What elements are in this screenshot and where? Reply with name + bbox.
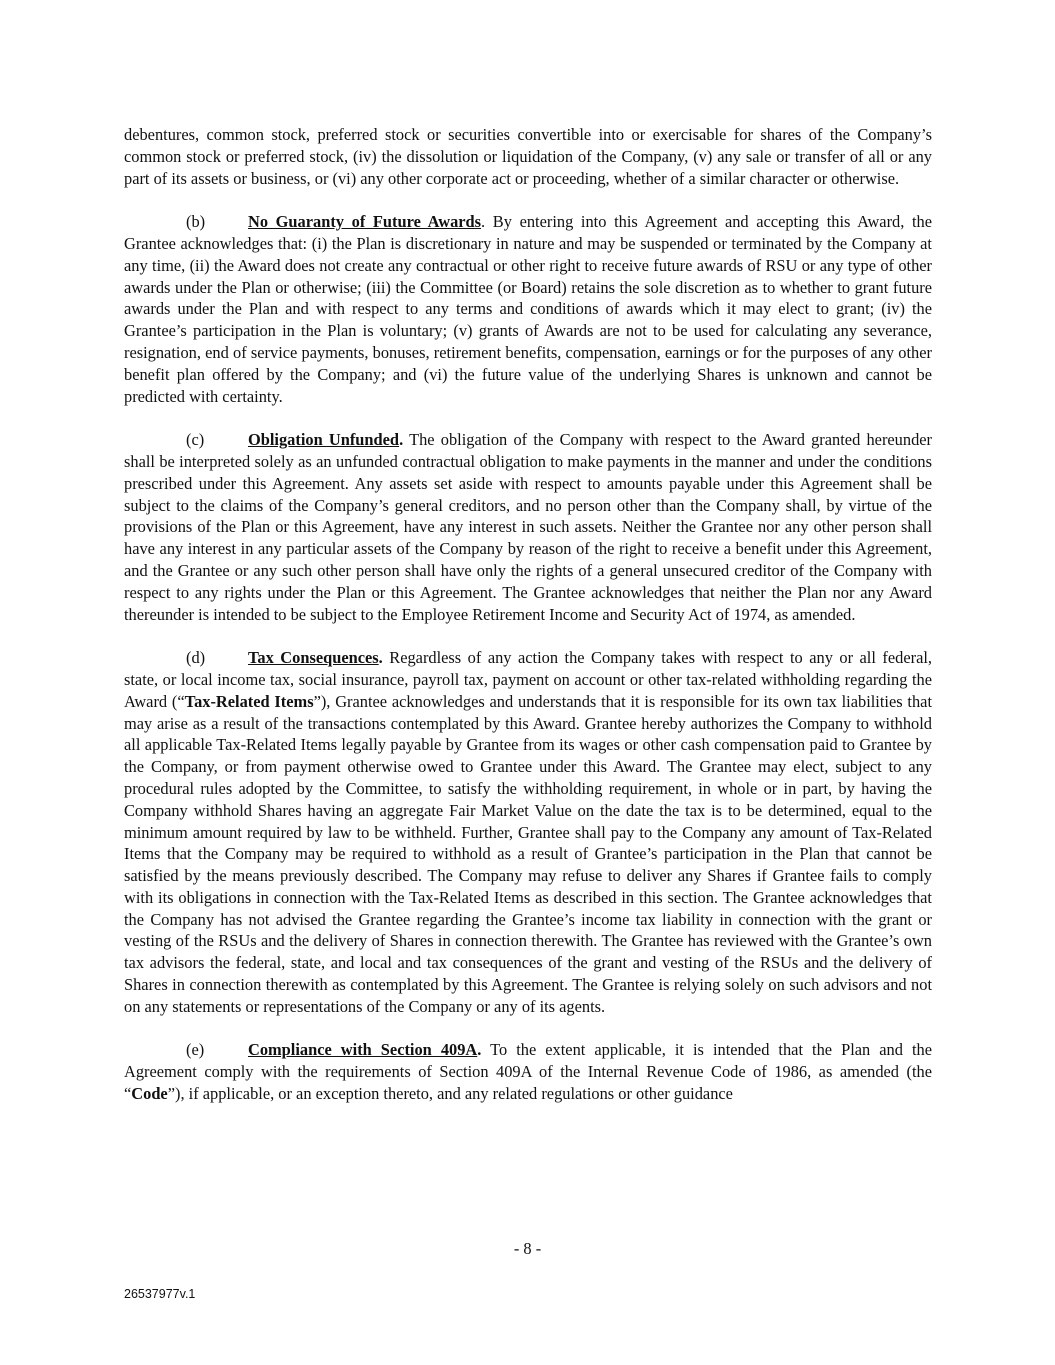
section-c-heading-punct: . [399,430,404,450]
section-e-defined-term: Code [131,1084,168,1104]
section-d-heading: Tax Consequences [248,648,379,668]
section-d-body-2: ”), Grantee acknowledges and understands that it is responsible for its own tax liabilities that may arise as a result of the transactions contemplated by this Award. Grantee hereby authorizes the Company to withhold all applicable Tax-Related Items legally payable by Grantee from its wages or other cash compensation paid to Grantee by the Company, or from payment otherwise owed to Grantee under this Award. The Grantee may elect, subject to any procedural rules adopted by the Committee, to satisfy the withholding requirement, in whole or in part, by having the Company withhold Shares having an aggregate Fair Market Value on the date the tax is to be determined, equal to the minimum amount required by law to be withheld. Further, Grantee shall pay to the Company any amount of Tax-Related Items that the Company may be required to withhold as a result of Grantee’s participation in the Plan that cannot be satisfied by the means previously described. The Company may refuse to deliver any Shares if Grantee fails to comply with its obligations in connection with the Tax-Related Items as described in this section. The Grantee acknowledges that the Company has not advised the Grantee regarding the Grantee’s income tax liability in connection with the grant or vesting of the RSUs and the delivery of Shares in connection therewith. The Grantee has reviewed with the Grantee’s own tax advisors the federal, state, and local and tax consequences of the grant and vesting of the RSUs and the delivery of Shares in connection therewith as contemplated by this Agreement. The Grantee is relying solely on such advisors and not on any statements or representations of the Company or any of its agents. [124,691,932,1016]
section-d-heading-punct: . [378,648,383,668]
page-number: - 8 - [513,1239,542,1258]
intro-paragraph: debentures, common stock, preferred stock or securities convertible into or exercisable for shares of the Company’s common stock or preferred stock, (iv) the dissolution or liquidation of the Company, (v) any sale or transfer of all or any part of its assets or business, or (vi) any other corporate act or proceeding, whether of a similar character or otherwise. [124,125,932,188]
section-b-paragraph [124,211,932,407]
section-d-label: (d) [186,648,206,668]
section-d-paragraph [124,647,932,1018]
section-e-body-2: ”), if applicable, or an exception thereto, and any related regulations or other guidance [167,1084,733,1104]
document-id: 26537977v.1 [124,1287,196,1301]
section-e-heading: Compliance with Section 409A [248,1040,478,1060]
section-e-body-1: To the extent applicable, it is intended that the Plan and the Agreement comply with the requirements of Section 409A of the Internal Revenue Code of 1986, as amended (the “ [124,1040,932,1104]
section-b-body: By entering into this Agreement and accepting this Award, the Grantee acknowledges that: (i) the Plan is discretionary in nature and may be suspended or terminated by the Company at any time, (ii) the Award does not create any contractual or other right to receive future awards of RSU or any type of other awards under the Plan or otherwise; (iii) the Committee (or Board) retains the sole discretion as to whether to grant future awards under the Plan and with respect to any terms and conditions of awards which it may elect to grant; (iv) the Grantee’s participation in the Plan is voluntary; (v) grants of Awards are not to be used for calculating any severance, resignation, end of service payments, bonuses, retirement benefits, compensation, earnings or for the purposes of any other benefit plan offered by the Company; and (vi) the future value of the underlying Shares is unknown and cannot be predicted with certainty. [124,212,932,406]
section-e-paragraph [124,1039,932,1104]
document-body [124,124,932,1127]
section-b-label: (b) [186,212,206,232]
section-c-body: The obligation of the Company with respect to the Award granted hereunder shall be interpreted solely as an unfunded contractual obligation to make payments in the manner and under the conditions prescribed under this Agreement. Any assets set aside with respect to amounts payable under this Agreement shall be subject to the claims of the Company’s general creditors, and no person other than the Company shall, by virtue of the provisions of the Plan or this Agreement, have any interest in such assets. Neither the Grantee nor any other person shall have any interest in any particular assets of the Company by reason of the right to receive a benefit under this Agreement, and the Grantee or any such other person shall have only the rights of a general unsecured creditor of the Company with respect to any rights under the Plan or this Agreement. The Grantee acknowledges that neither the Plan nor any Award thereunder is intended to be subject to the Employee Retirement Income and Security Act of 1974, as amended. [124,430,932,624]
section-c-paragraph [124,429,932,625]
section-e-heading-punct: . [477,1040,482,1060]
section-e-label: (e) [186,1040,205,1060]
section-c-label: (c) [186,430,205,450]
section-d-body-1: Regardless of any action the Company takes with respect to any or all federal, state, or local income tax, social insurance, payroll tax, payment on account or other tax-related withholding regarding the Award (“ [124,648,932,711]
section-b-heading-punct: . [481,212,486,232]
section-c-heading: Obligation Unfunded [248,430,400,450]
section-d-defined-term: Tax-Related Items [184,691,314,711]
section-b-heading: No Guaranty of Future Awards [248,212,482,232]
